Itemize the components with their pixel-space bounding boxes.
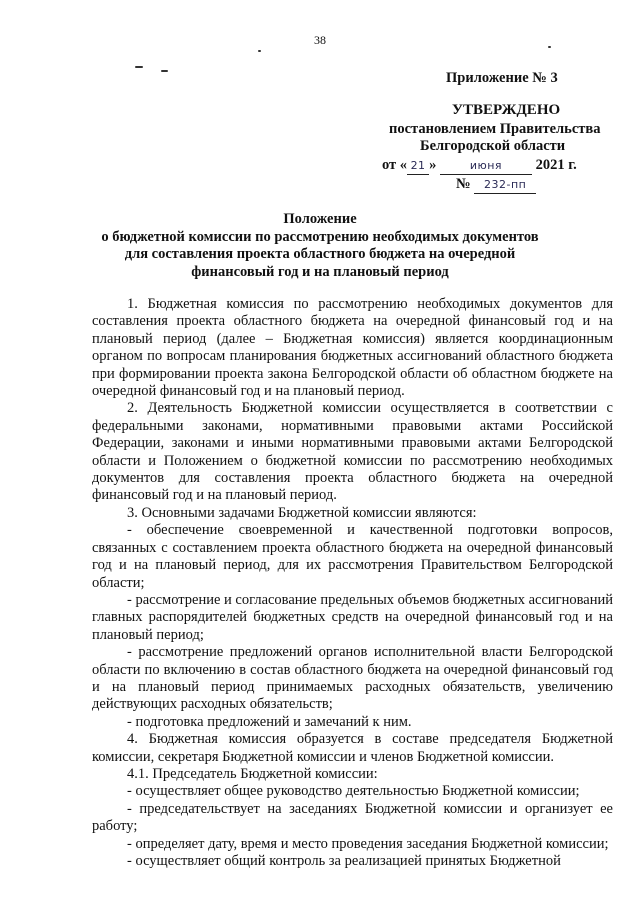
date-day-value: 21 bbox=[410, 159, 426, 172]
title-line: финансовый год и на плановый период bbox=[191, 263, 449, 280]
approved-stamp-text: УТВЕРЖДЕНО bbox=[452, 102, 561, 118]
scan-speck bbox=[161, 70, 168, 72]
paragraph: - обеспечение своевременной и качественной подготовки вопросов, связанных с составлением проекта областного бюджета на очередной финансовый год и на плановый период, для их рассмотрения Правительством Белгородской области; bbox=[92, 522, 613, 591]
approval-issuer-line: постановлением Правительства bbox=[389, 121, 601, 137]
paragraph: 2. Деятельность Бюджетной комиссии осуществляется в соответствии с федеральными законами, нормативными правовыми актами Российской Федерации, законами и иными нормативными правовыми актами Белгородской области и Положением о бюджетной комиссии по рассмотрению необходимых документов для составления проекта областного бюджета на очередной финансовый год и на плановый период. bbox=[92, 400, 613, 504]
document-title bbox=[100, 211, 540, 281]
paragraph: 3. Основными задачами Бюджетной комиссии являются: bbox=[127, 504, 477, 521]
date-mid: » bbox=[429, 157, 437, 173]
paragraph: - осуществляет общее руководство деятельностью Бюджетной комиссии; bbox=[127, 783, 580, 800]
page-number: 38 bbox=[314, 33, 326, 47]
paragraph: - рассмотрение и согласование предельных объемов бюджетных ассигнований главных распорядителей бюджетных средств на очередной финансовый год и на плановый период; bbox=[92, 591, 613, 643]
title-line: Положение bbox=[283, 211, 357, 227]
paragraph: - определяет дату, время и место проведения заседания Бюджетной комиссии; bbox=[127, 835, 609, 852]
date-year: 2021 г. bbox=[535, 157, 577, 173]
scan-speck bbox=[258, 50, 261, 52]
approval-date bbox=[382, 157, 577, 175]
approval-number bbox=[456, 176, 536, 194]
date-day bbox=[407, 157, 429, 175]
scan-speck bbox=[135, 66, 143, 68]
document-body bbox=[92, 296, 613, 870]
paragraph: - рассмотрение предложений органов исполнительной власти Белгородской области по включению в состав областного бюджета на очередной финансовый год и на плановый период принимаемых расходных обязательств, увеличению действующих расходных обязательств; bbox=[92, 644, 613, 713]
number-field bbox=[474, 176, 536, 194]
paragraph: 4.1. Председатель Бюджетной комиссии: bbox=[127, 765, 378, 782]
approval-region-line: Белгородской области bbox=[420, 138, 566, 154]
appendix-label: Приложение № 3 bbox=[446, 70, 558, 86]
scan-speck bbox=[548, 46, 551, 48]
paragraph: - подготовка предложений и замечаний к ним. bbox=[127, 713, 412, 730]
paragraph: - председательствует на заседаниях Бюджетной комиссии и организует ее работу; bbox=[92, 800, 613, 835]
number-prefix: № bbox=[456, 176, 471, 192]
paragraph: - осуществляет общий контроль за реализацией принятых Бюджетной bbox=[127, 853, 561, 869]
title-line: о бюджетной комиссии по рассмотрению необходимых документов bbox=[101, 228, 539, 245]
date-month bbox=[440, 157, 532, 175]
paragraph: 1. Бюджетная комиссия по рассмотрению необходимых документов для составления проекта областного бюджета на очередной финансовый год и на плановый период (далее – Бюджетная комиссия) является координационным органом по вопросам планирования бюджетных ассигнований областного бюджета при формировании проекта закона Белгородской области об областном бюджете на очередной финансовый год и на плановый период. bbox=[92, 296, 613, 400]
paragraph: 4. Бюджетная комиссия образуется в составе председателя Бюджетной комиссии, секретаря Бюджетной комиссии и членов Бюджетной комиссии. bbox=[92, 731, 613, 765]
date-month-value: июня bbox=[469, 159, 503, 172]
title-line: для составления проекта областного бюджета на очередной bbox=[124, 246, 516, 262]
number-value: 232-пп bbox=[484, 178, 527, 191]
date-prefix: от « bbox=[382, 157, 408, 173]
